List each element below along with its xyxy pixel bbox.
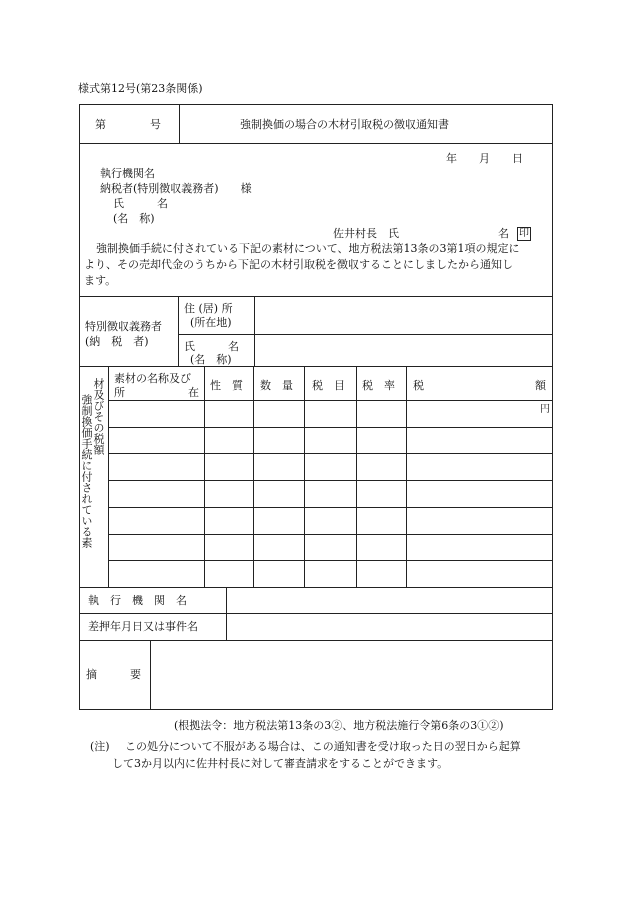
side-label-col-2: 強制換価手続に付されている素 [80,394,93,548]
note-line-2: して3か月以内に佐井村長に対して審査請求をすることができます。 [112,757,449,770]
header-tax-amount-b: 額 [535,379,546,392]
seal-mark: 印 [519,228,529,239]
rule [108,400,553,401]
seizure-row-label: 差押年月日又は事件名 [88,620,198,633]
address-label: 住 (居) 所 [184,302,233,315]
side-label-col-1: 材及びその税額 [92,378,105,455]
rule [108,507,553,508]
mayor-name-label: 名 [498,227,509,240]
header-nature: 性 質 [210,379,243,392]
rule [254,296,255,366]
note-line-1: この処分について不服がある場合は、この通知書を受け取った日の翌日から起算 [125,740,521,753]
note-label: (注) [90,740,110,753]
rule [79,143,553,144]
address-sub-label: (所在地) [190,316,232,329]
mayor-label: 佐井村長 氏 [333,227,399,240]
header-name-location-line-1: 素材の名称及び [114,372,191,385]
rule [79,587,553,588]
obligor-label-line-2: (納 税 者) [85,335,149,348]
legal-basis: (根拠法令：地方税法第13条の3②、地方税法施行令第6条の3①②) [174,719,504,732]
notice-body-line-3: ます。 [84,274,117,287]
notice-date: 年 月 日 [446,152,523,165]
yen-unit: 円 [540,404,550,415]
rule [108,534,553,535]
notice-body-line-2: より、その売却代金のうちから下記の木材引取税を徴収することにしましたから通知し [84,258,513,271]
rule [79,366,553,367]
notice-body-line-1: 強制換価手続に付されている下記の素材について、地方税法第13条の3第1項の規定に [96,242,520,255]
obligor-name-sub-label: (名 称) [190,353,232,366]
name-sub-label: (名 称) [113,212,155,225]
number-label: 第 号 [95,118,161,131]
obligor-label-line-1: 特別徴収義務者 [85,320,162,333]
rule [79,296,553,297]
rule [150,640,151,710]
header-tax-amount-a: 税 [413,379,424,392]
agency-row-label: 執 行 機 関 名 [88,594,187,607]
header-quantity: 数 量 [260,379,293,392]
rule [108,480,553,481]
taxpayer-label: 納税者(特別徴収義務者) 様 [100,182,252,195]
rule [178,296,179,366]
rule [108,560,553,561]
summary-label: 摘 要 [86,668,141,681]
header-name-location-line-2b: 在 [188,386,199,399]
rule [79,613,553,614]
header-divider [179,104,180,143]
form-number: 様式第12号(第23条関係) [78,82,203,95]
name-label: 氏 名 [113,197,168,210]
rule [108,427,553,428]
form-title: 強制換価の場合の木材引取税の徴収通知書 [240,118,449,131]
agency-name-label: 執行機関名 [100,167,155,180]
rule [178,334,553,335]
header-tax-item: 税 目 [312,379,345,392]
rule [108,453,553,454]
obligor-name-label: 氏 名 [184,340,239,353]
header-tax-rate: 税 率 [362,379,395,392]
header-name-location-line-2a: 所 [114,386,125,399]
